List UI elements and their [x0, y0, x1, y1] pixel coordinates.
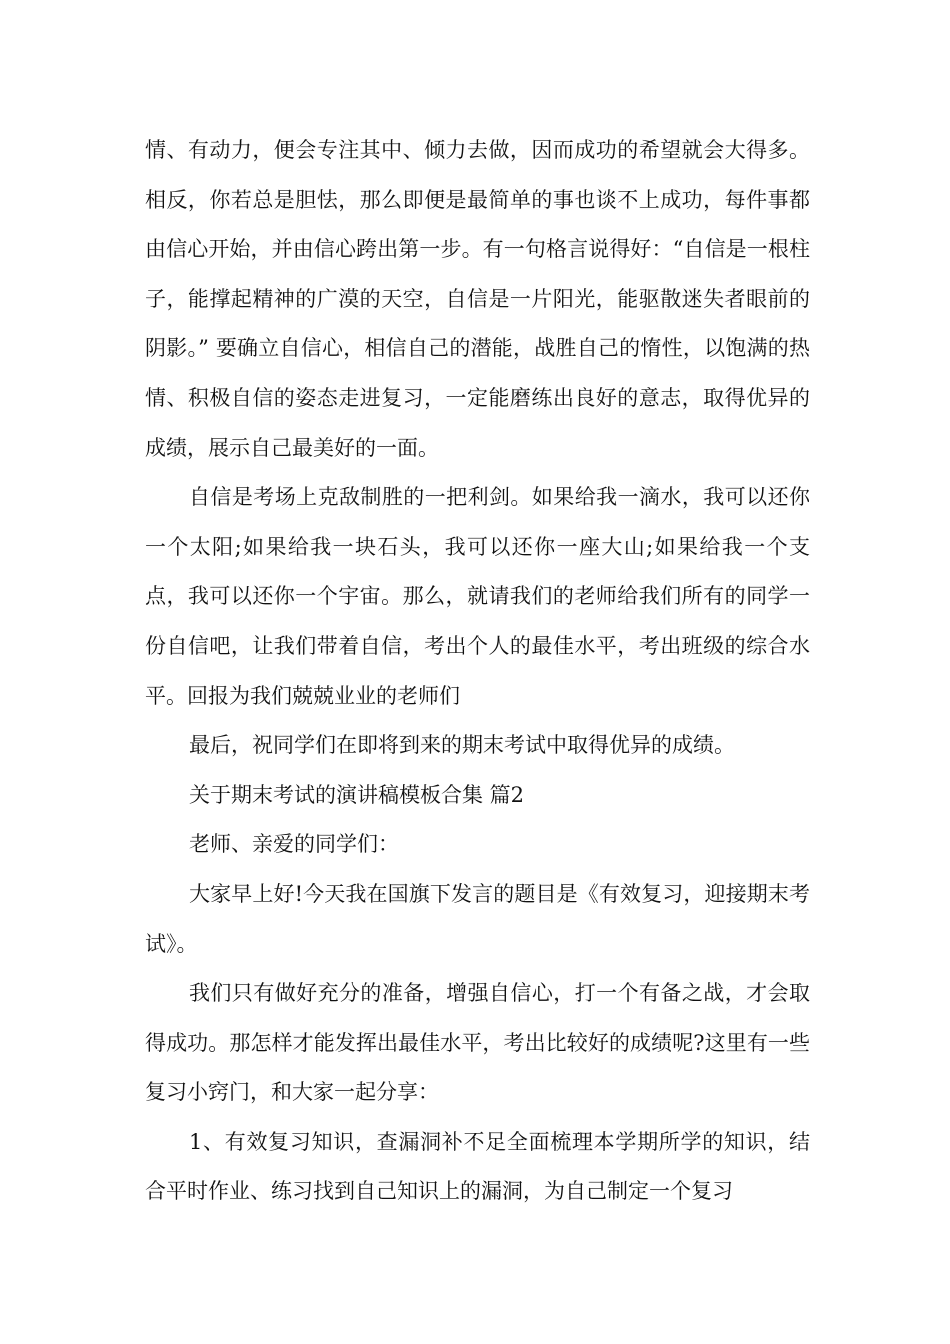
paragraph-greeting: 大家早上好!今天我在国旗下发言的题目是《有效复习，迎接期末考试》。	[145, 881, 810, 956]
document-body	[145, 126, 810, 1217]
paragraph-continuation: 情、有动力，便会专注其中、倾力去做，因而成功的希望就会大得多。相反，你若总是胆怯，那么即便是最简单的事也谈不上成功，每件事都由信心开始，并由信心跨出第一步。有一句格言说得好：“自信是一根柱子，能撑起精神的广漠的天空，自信是一片阳光，能驱散迷失者眼前的阴影。” 要确立自信心，相信自己的潜能，战胜自己的惰性，以饱满的热情、积极自信的姿态走进复习，一定能磨练出良好的意志，取得优异的成绩，展示自己最美好的一面。	[145, 138, 810, 460]
salutation: 老师、亲爱的同学们：	[189, 832, 399, 857]
paragraph-closing-wish: 最后，祝同学们在即将到来的期末考试中取得优异的成绩。	[189, 733, 735, 758]
paragraph-confidence-sword: 自信是考场上克敌制胜的一把利剑。如果给我一滴水，我可以还你一个太阳;如果给我一块石头，我可以还你一座大山;如果给我一个支点，我可以还你一个宇宙。那么，就请我们的老师给我们所有的同学一份自信吧，让我们带着自信，考出个人的最佳水平，考出班级的综合水平。回报为我们兢兢业业的老师们	[145, 485, 810, 708]
section-heading: 关于期末考试的演讲稿模板合集 篇2	[189, 782, 525, 807]
paragraph-tip-1: 1、有效复习知识，查漏洞补不足全面梳理本学期所学的知识，结合平时作业、练习找到自己知识上的漏洞，为自己制定一个复习	[145, 1129, 810, 1204]
paragraph-preparation: 我们只有做好充分的准备，增强自信心，打一个有备之战，才会取得成功。那怎样才能发挥出最佳水平，考出比较好的成绩呢?这里有一些复习小窍门，和大家一起分享：	[145, 981, 810, 1105]
